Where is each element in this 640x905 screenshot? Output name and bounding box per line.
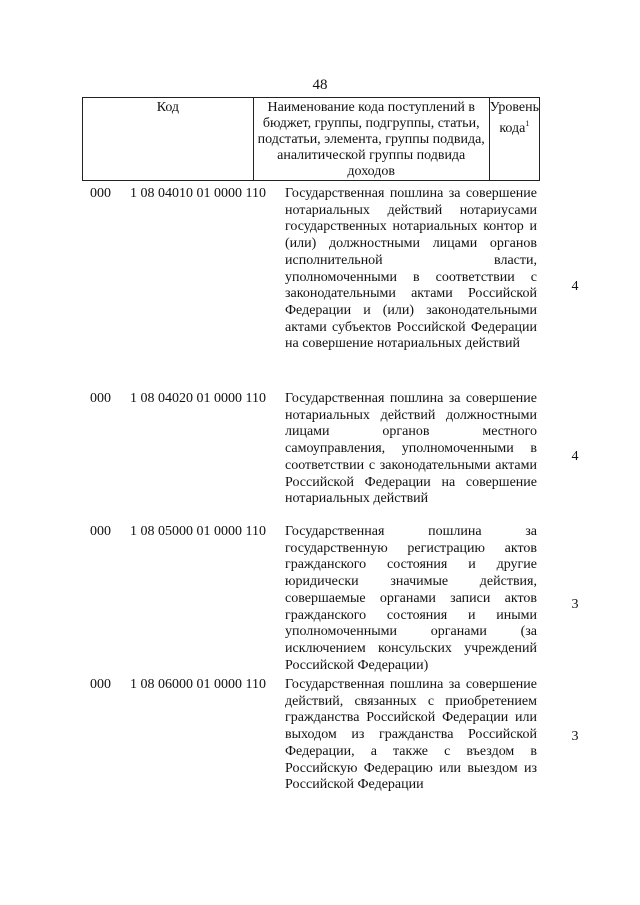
table-header [82,97,540,181]
table-row [0,186,640,391]
row-level: 3 [571,729,579,744]
row-prefix: 000 [90,391,111,406]
row-level: 4 [571,279,579,294]
row-level: 4 [571,449,579,464]
header-name: Наименование кода поступлений в бюджет, группы, подгруппы, статьи, подстатьи, элемента, группы подвида, аналитической группы подвида доходов [253,98,489,181]
table-row [0,391,640,524]
row-name: Государственная пошлина за совершение нотариальных действий нотариусами государственных нотариальных контор и (или) должностными лицами органов исполнительной власти, уполномоченными в соответствии с законодательными актами Российской Федерации и (или) законодательными актами субъектов Российской Федерации на совершение нотариальных действий [285,186,537,352]
table-body [0,186,640,797]
row-prefix: 000 [90,677,111,692]
table-row [0,677,640,797]
row-code: 1 08 04010 01 0000 110 [130,186,266,201]
header-code: Код [83,98,254,181]
page-number: 48 [312,77,328,93]
row-name: Государственная пошлина за совершение нотариальных действий должностными лицами органов местного самоуправления, уполномоченными в соответствии с законодательными актами Российской Федерации на совершение нотариальных действий [285,391,537,507]
row-prefix: 000 [90,524,111,539]
table-row [0,524,640,677]
row-code: 1 08 06000 01 0000 110 [130,677,266,692]
row-name: Государственная пошлина за государственную регистрацию актов гражданского состояния и другие юридически значимые действия, совершаемые органами записи актов гражданского состояния и иными уполномоченными органами (за исключением консульских учреждений Российской Федерации) [285,524,537,673]
footnote-marker: 1 [525,119,530,128]
row-code: 1 08 04020 01 0000 110 [130,391,266,406]
row-code: 1 08 05000 01 0000 110 [130,524,266,539]
row-prefix: 000 [90,186,111,201]
header-level-label: Уровень кода [489,100,539,136]
row-name: Государственная пошлина за совершение действий, связанных с приобретением гражданства Российской Федерации или выходом из гражданства Российской Федерации, а также с въездом в Российскую Федерацию или выездом из Российской Федерации [285,677,537,793]
row-level: 3 [571,597,579,612]
header-level [489,98,539,181]
